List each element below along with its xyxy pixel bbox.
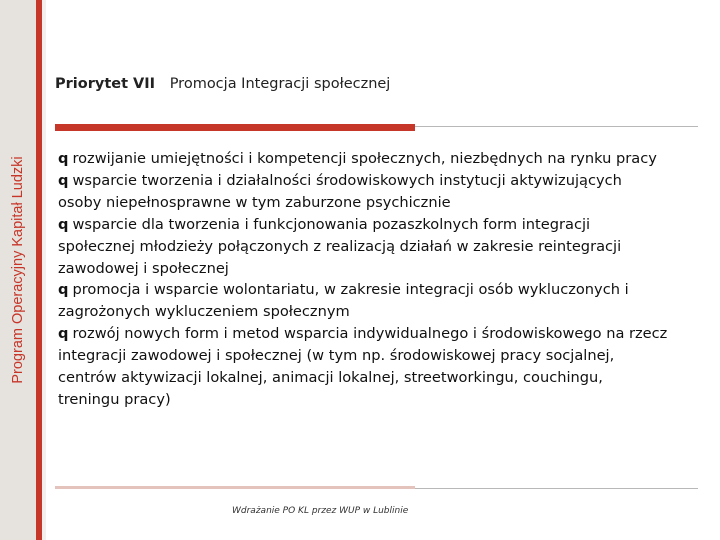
bullet-icon: q (58, 171, 69, 189)
list-item-text: wsparcie tworzenia i działalności środowiskowych instytucji aktywizujących osoby niepełnosprawne w tym zaburzone psychicznie (58, 171, 622, 211)
list-item-text: promocja i wsparcie wolontariatu, w zakresie integracji osób wykluczonych i zagrożonych wykluczeniem społecznym (58, 281, 629, 321)
bullet-icon: q (58, 281, 69, 299)
bullet-icon: q (58, 215, 69, 233)
footer-divider-accent (55, 486, 415, 489)
priority-label: Priorytet VII (55, 76, 156, 92)
list-item (58, 214, 668, 280)
program-side-label: Program Operacyjny Kapitał Ludzki (10, 156, 26, 384)
list-item-text: wsparcie dla tworzenia i funkcjonowania pozaszkolnych form integracji społecznej młodzieży połączonych z realizacją działań w zakresie reintegracji zawodowej i społecznej (58, 215, 622, 277)
list-item (58, 170, 668, 214)
left-light-stripe (42, 0, 46, 540)
bullet-list (58, 148, 668, 411)
list-item-text: rozwój nowych form i metod wsparcia indywidualnego i środowiskowego na rzecz integracji zawodowej i społecznej (w tym np. środowiskowej pracy socjalnej, centrów aktywizacji lokalnej, animacji lokalnej, streetworkingu, couchingu, treningu pracy) (58, 325, 668, 408)
list-item-text: rozwijanie umiejętności i kompetencji społecznych, niezbędnych na rynku pracy (72, 150, 657, 167)
footer-text: Wdrażanie PO KL przez WUP w Lublinie (232, 506, 409, 516)
slide-header (55, 76, 390, 92)
bullet-icon: q (58, 325, 69, 343)
list-item (58, 148, 668, 170)
bullet-icon: q (58, 150, 69, 167)
list-item (58, 279, 668, 323)
priority-title: Promocja Integracji społecznej (169, 76, 391, 92)
list-item (58, 323, 668, 411)
header-divider-accent (55, 124, 415, 131)
